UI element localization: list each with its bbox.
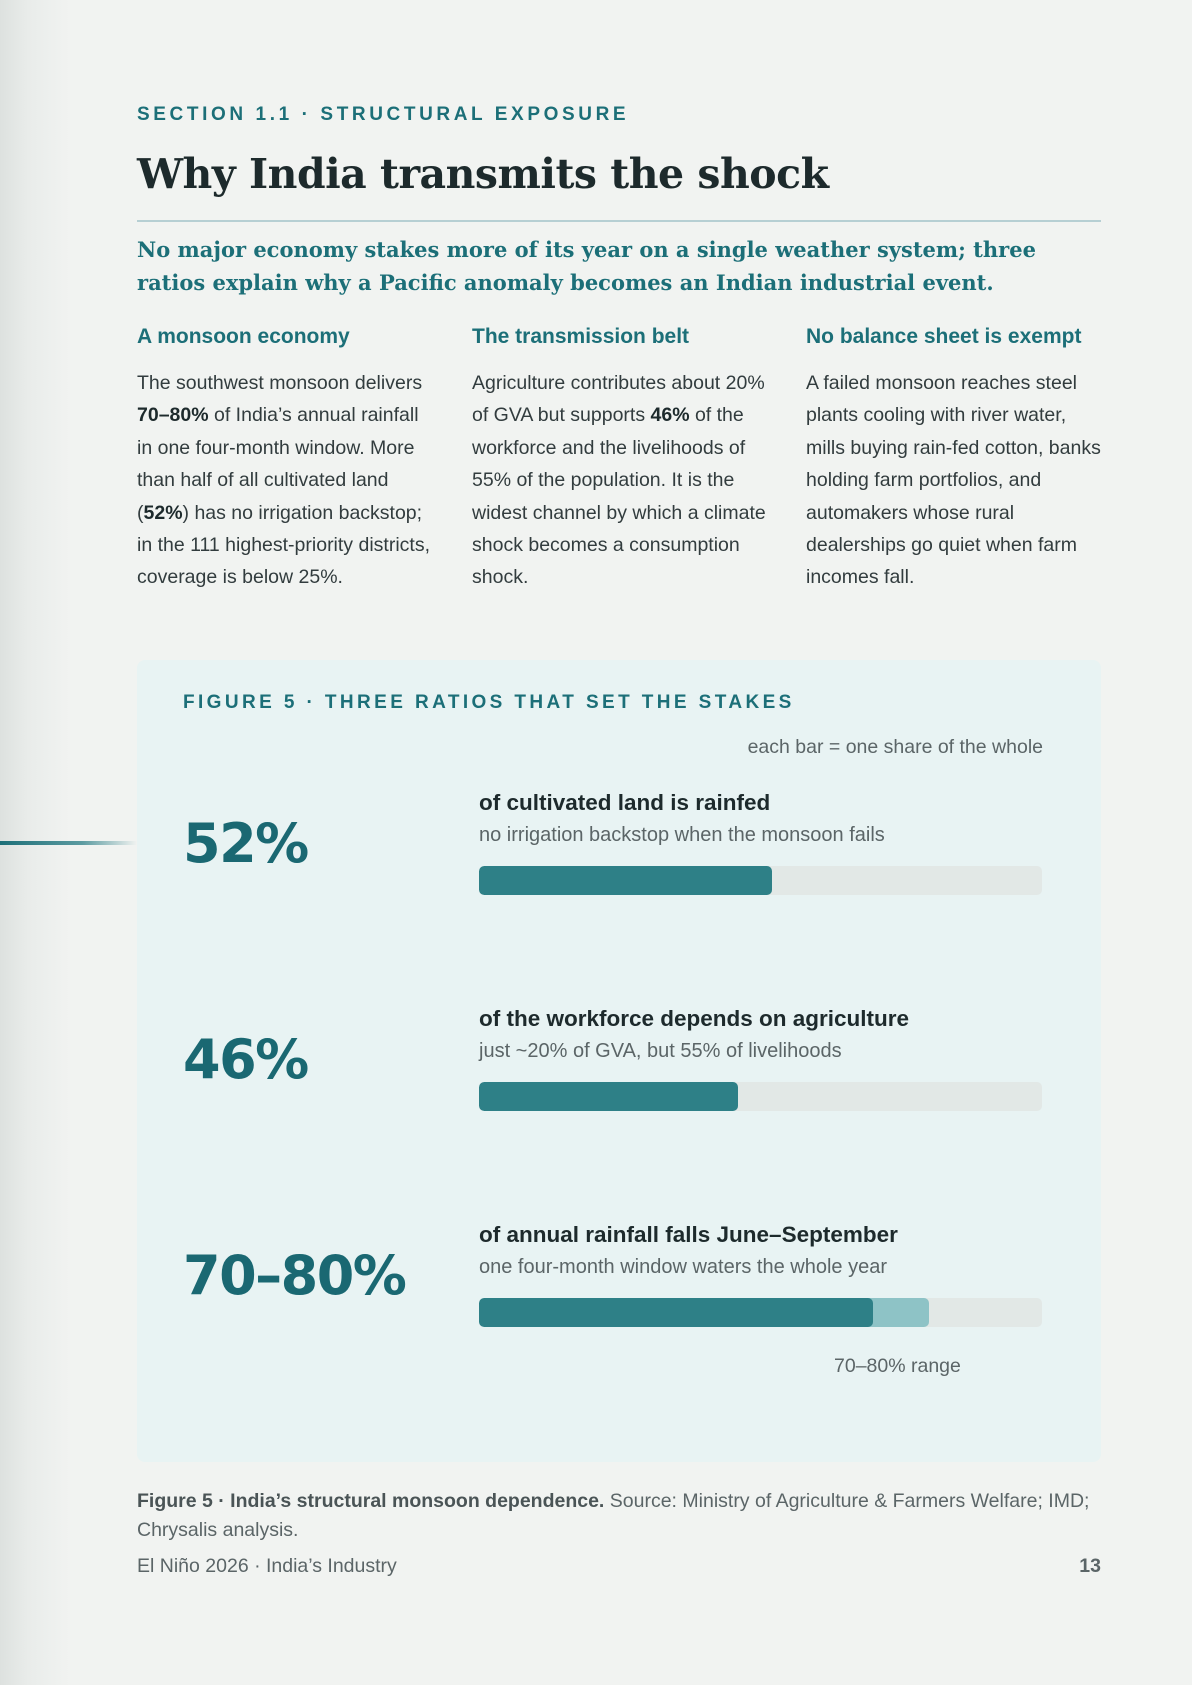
margin-accent-line: [0, 841, 137, 845]
ratio-bar-fill: [479, 1298, 873, 1327]
figure-eyebrow: FIGURE 5 · THREE RATIOS THAT SET THE STAKES: [183, 692, 795, 713]
column-body: [137, 367, 437, 594]
ratio-bar-track: [479, 1082, 1042, 1111]
ratio-bar-fill: [479, 1082, 738, 1111]
ratio-bar-track: [479, 866, 1042, 895]
column-heading: No balance sheet is exempt: [806, 325, 1082, 348]
emphasis-figure: 52%: [143, 501, 183, 524]
ratio-label: of the workforce depends on agriculture: [479, 1006, 910, 1031]
column-body: [806, 367, 1106, 594]
caption-title: Figure 5 · India’s structural monsoon dependence.: [137, 1490, 605, 1512]
ratio-value: 70–80%: [183, 1244, 406, 1307]
ratio-sublabel: just ~20% of GVA, but 55% of livelihoods: [479, 1040, 842, 1062]
emphasis-figure: 46%: [650, 404, 690, 427]
column-heading: A monsoon economy: [137, 325, 350, 348]
ratio-monsoon-rainfall: [137, 1222, 1101, 1377]
column-transmission-belt: [472, 325, 772, 594]
ratio-label: of cultivated land is rainfed: [479, 790, 771, 815]
section-eyebrow: SECTION 1.1 · STRUCTURAL EXPOSURE: [137, 104, 630, 125]
range-label: 70–80% range: [834, 1355, 961, 1377]
body-text: The southwest monsoon delivers: [137, 372, 423, 394]
figure-note: each bar = one share of the whole: [747, 736, 1043, 758]
column-body: [472, 367, 772, 594]
ratio-rainfed-land: [137, 790, 1101, 940]
column-heading: The transmission belt: [472, 325, 690, 348]
column-monsoon-economy: [137, 325, 437, 594]
emphasis-figure: 70–80%: [137, 404, 209, 427]
caption-source: Source: Ministry of Agriculture & Farmers Welfare; IMD; Chrysalis analysis.: [137, 1490, 1090, 1541]
ratio-sublabel: no irrigation backstop when the monsoon fails: [479, 824, 885, 846]
ratio-workforce: [137, 1006, 1101, 1156]
body-text: A failed monsoon reaches steel plants cooling with river water, mills buying rain-fed cotton, banks holding farm portfolios, and automakers whose rural dealerships go quiet when farm incomes fall.: [806, 372, 1101, 589]
ratio-bar-fill: [479, 866, 772, 895]
title-rule: [137, 220, 1101, 222]
body-text: of the workforce and the livelihoods of 55% of the population. It is the widest channel by which a climate shock becomes a consumption shock.: [472, 404, 766, 589]
page-number: 13: [1079, 1555, 1101, 1577]
running-footer: El Niño 2026 · India’s Industry: [137, 1555, 397, 1577]
figure-caption: [137, 1487, 1101, 1545]
ratio-sublabel: one four-month window waters the whole year: [479, 1256, 887, 1278]
ratio-value: 46%: [183, 1028, 308, 1091]
ratio-value: 52%: [183, 812, 308, 875]
page-deck: No major economy stakes more of its year on a single weather system; three ratios explain why a Pacific anomaly becomes an Indian industrial event.: [137, 237, 1036, 295]
page-title: Why India transmits the shock: [137, 150, 829, 198]
body-text: ) has no irrigation backstop; in the 111 highest-priority districts, coverage is below 25%.: [137, 501, 430, 589]
column-balance-sheet: [806, 325, 1106, 594]
ratio-label: of annual rainfall falls June–September: [479, 1222, 898, 1247]
body-text: Agriculture contributes about 20% of GVA but supports: [472, 372, 765, 427]
body-text: of India’s annual rainfall in one four-month window. More than half of all cultivated land (: [137, 404, 419, 524]
ratio-bar-track: [479, 1298, 1042, 1327]
